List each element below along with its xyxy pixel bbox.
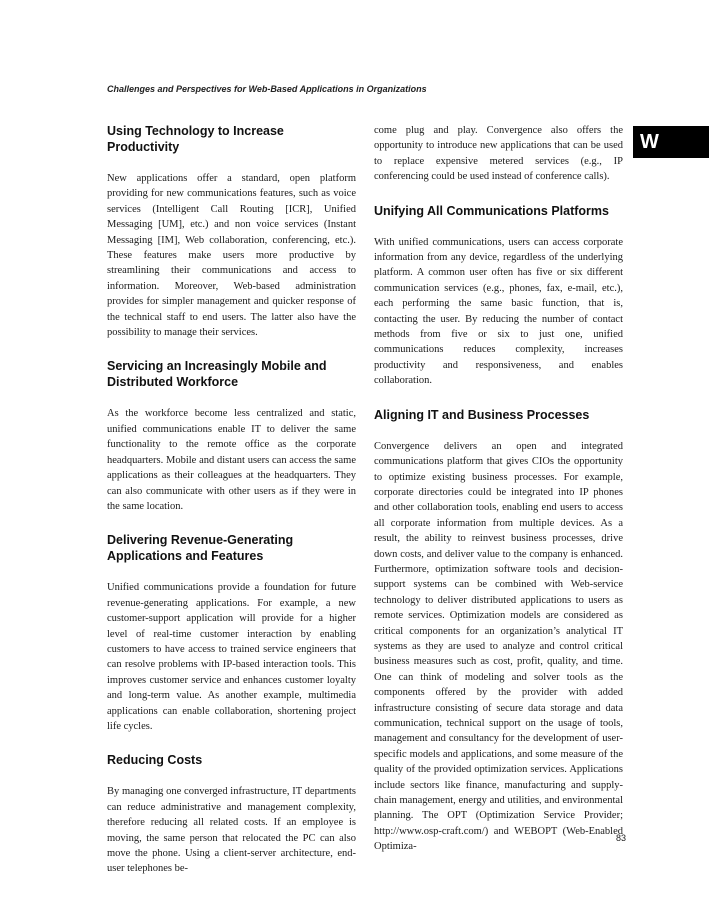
- section-body-unifying: With unified communications, users can access corporate information from any device, regardless of the underlying platform. A common user often has five or six different communication services (e.g., phones, fax, e-mail, etc.), each performing the same basic function, that is, contacting the user. By reducing the number of contact methods from five or six to just one, unified communications reduces complexity, increases productivity and responsiveness, and enables collaboration.: [374, 236, 623, 387]
- section-tab: W: [633, 126, 709, 158]
- right-column: [374, 123, 623, 873]
- left-column: [107, 123, 356, 895]
- section-body-mobile-workforce: As the workforce become less centralized and static, unified communications enable IT to deliver the same functionality to the remote office as the corporate headquarters. Mobile and distant users can access the same applications as their colleagues at the headquarters. They can also communicate with other users as if they were in the same location.: [107, 408, 356, 512]
- section-heading-aligning: Aligning IT and Business Processes: [374, 407, 590, 422]
- section-heading-revenue: Delivering Revenue-Generating Applications and Features: [107, 533, 294, 564]
- section-heading-unifying: Unifying All Communications Platforms: [374, 203, 609, 218]
- running-head: Challenges and Perspectives for Web-Based Applications in Organizations: [107, 84, 427, 94]
- section-body-revenue: Unified communications provide a foundation for future revenue-generating applications. For example, a new customer-support application will provide for a higher level of real-time customer interaction by enabling customers to have access to trained service engineers that can resolve problems with IP-based interaction tools. This improves customer service and enhances customer loyalty and long-term value. As another example, multimedia applications can enable collaboration, shortening project life cycles.: [107, 582, 356, 732]
- section-body-productivity: New applications offer a standard, open platform providing for new communications features, such as voice services (Intelligent Call Routing [ICR], Unified Messaging [UM], etc.) and non voice services (Instant Messaging [IM], Web collaboration, conferencing, etc.). These features make users more productive by streamlining their communications and access to information. Moreover, Web-based administration provides for simpler management and quicker response of the technical staff to end users. The latter also have the possibility to manage their services.: [107, 173, 356, 339]
- section-body-costs: By managing one converged infrastructure, IT departments can reduce administrative and management complexity, therefore reducing all related costs. If an employee is moving, the same person that relocated the PC can also move the phone. Using a client-server architecture, end-user telephones be-: [107, 786, 356, 875]
- section-body-aligning: Convergence delivers an open and integrated communications platform that gives CIOs the opportunity to optimize existing business processes. For example, corporate directories could be integrated into IP phones and other collaboration tools, enabling end users to access all corporate information from multiple devices. As a result, the ability to reinvest business processes, drive down costs, and deliver value to the company is enhanced. Furthermore, optimization software tools and decision-support systems can be combined with Web-service technology to deliver distributed applications to users as remote services. Optimization models are considered as critical components for an organization’s analytical IT systems as they are used to analyze and control critical business measures such as cost, profit, quality, and time. One can think of modeling and solver tools as the components offered by the provider with added infrastructure consisting of secure data storage and data communication, technical support on the usage of tools, management and consultancy for the development of user-specific models and applications, and some measure of the quality of the provided optimization services. Applications include sectors like finance, manufacturing and supply-chain management, energy and utilities, and environmental planning. The OPT (Optimization Service Provider; http://www.osp-craft.com/) and WEBOPT (Web-Enabled Optimiza-: [374, 440, 623, 853]
- section-heading-costs: Reducing Costs: [107, 753, 203, 768]
- section-heading-productivity: Using Technology to Increase Productivity: [107, 124, 284, 154]
- section-heading-mobile-workforce: Servicing an Increasingly Mobile and Distributed Workforce: [107, 359, 327, 390]
- continued-paragraph: come plug and play. Convergence also offers the opportunity to introduce new applications that can be used to replace expensive metered services (e.g., IP conferencing could be used instead of conference calls).: [374, 125, 623, 183]
- page-number: 83: [615, 833, 626, 843]
